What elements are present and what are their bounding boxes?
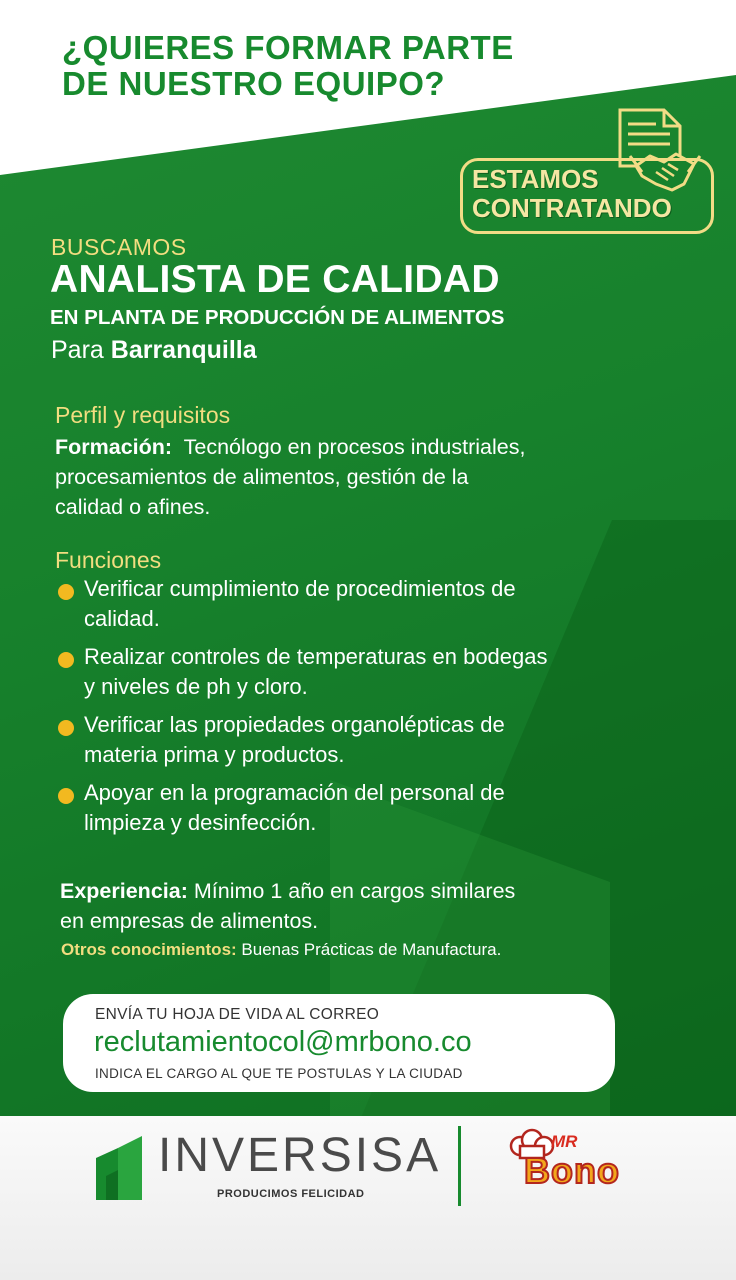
- headline-line: DE NUESTRO EQUIPO?: [62, 65, 446, 102]
- badge-line: ESTAMOS: [472, 164, 599, 194]
- item-line: materia prima y productos.: [84, 742, 345, 767]
- bullet-icon: [58, 720, 74, 736]
- experience-line: en empresas de alimentos.: [60, 909, 319, 933]
- formation-text: [55, 432, 705, 522]
- item-line: limpieza y desinfección.: [84, 810, 317, 835]
- badge-line: CONTRATANDO: [472, 193, 672, 223]
- other-label: Otros conocimientos:: [61, 940, 237, 959]
- item-line: Realizar controles de temperaturas en bodegas: [84, 644, 548, 669]
- bullet-icon: [58, 584, 74, 600]
- job-subtitle: EN PLANTA DE PRODUCCIÓN DE ALIMENTOS: [50, 306, 505, 329]
- item-line: y niveles de ph y cloro.: [84, 674, 308, 699]
- formation-line: Tecnólogo en procesos industriales,: [183, 435, 526, 459]
- intro-label: BUSCAMOS: [51, 234, 187, 260]
- job-title: ANALISTA DE CALIDAD: [50, 258, 500, 301]
- list-item: [58, 642, 698, 702]
- inversisa-brand: INVERSISA: [158, 1129, 442, 1182]
- list-item: [58, 574, 698, 634]
- inversisa-logo-icon: [96, 1136, 144, 1202]
- item-line: Apoyar en la programación del personal de: [84, 780, 505, 805]
- contact-note: INDICA EL CARGO AL QUE TE POSTULAS Y LA CIUDAD: [95, 1066, 463, 1081]
- item-line: Verificar cumplimiento de procedimientos de: [84, 576, 516, 601]
- experience-line: Mínimo 1 año en cargos similares: [193, 879, 516, 903]
- contact-instruction: ENVÍA TU HOJA DE VIDA AL CORREO: [95, 1006, 380, 1023]
- formation-line: calidad o afines.: [55, 495, 211, 519]
- list-item: [58, 710, 698, 770]
- hiring-badge-text: [472, 165, 672, 223]
- headline-line: ¿QUIERES FORMAR PARTE: [62, 29, 514, 66]
- city-prefix: Para: [51, 336, 104, 364]
- bullet-icon: [58, 788, 74, 804]
- formation-line: procesamientos de alimentos, gestión de la: [55, 465, 469, 489]
- item-line: Verificar las propiedades organolépticas de: [84, 712, 505, 737]
- other-text: Buenas Prácticas de Manufactura.: [241, 940, 502, 959]
- mrbono-mr: MR: [551, 1132, 578, 1151]
- bullet-icon: [58, 652, 74, 668]
- headline: [62, 30, 514, 102]
- functions-heading: Funciones: [55, 547, 162, 573]
- footer-divider: [458, 1126, 461, 1206]
- experience-label: Experiencia:: [60, 879, 188, 903]
- city-line: [51, 336, 257, 365]
- list-item: [58, 778, 698, 838]
- formation-label: Formación:: [55, 435, 173, 459]
- profile-heading: Perfil y requisitos: [55, 402, 231, 428]
- inversisa-tagline: PRODUCIMOS FELICIDAD: [217, 1188, 365, 1200]
- city-name: Barranquilla: [110, 336, 257, 364]
- contact-email-link[interactable]: reclutamientocol@mrbono.co: [94, 1026, 472, 1058]
- mrbono-name: Bono: [524, 1150, 620, 1191]
- functions-list: [58, 574, 698, 846]
- other-knowledge: [61, 940, 501, 960]
- item-line: calidad.: [84, 606, 160, 631]
- experience-text: [60, 876, 700, 936]
